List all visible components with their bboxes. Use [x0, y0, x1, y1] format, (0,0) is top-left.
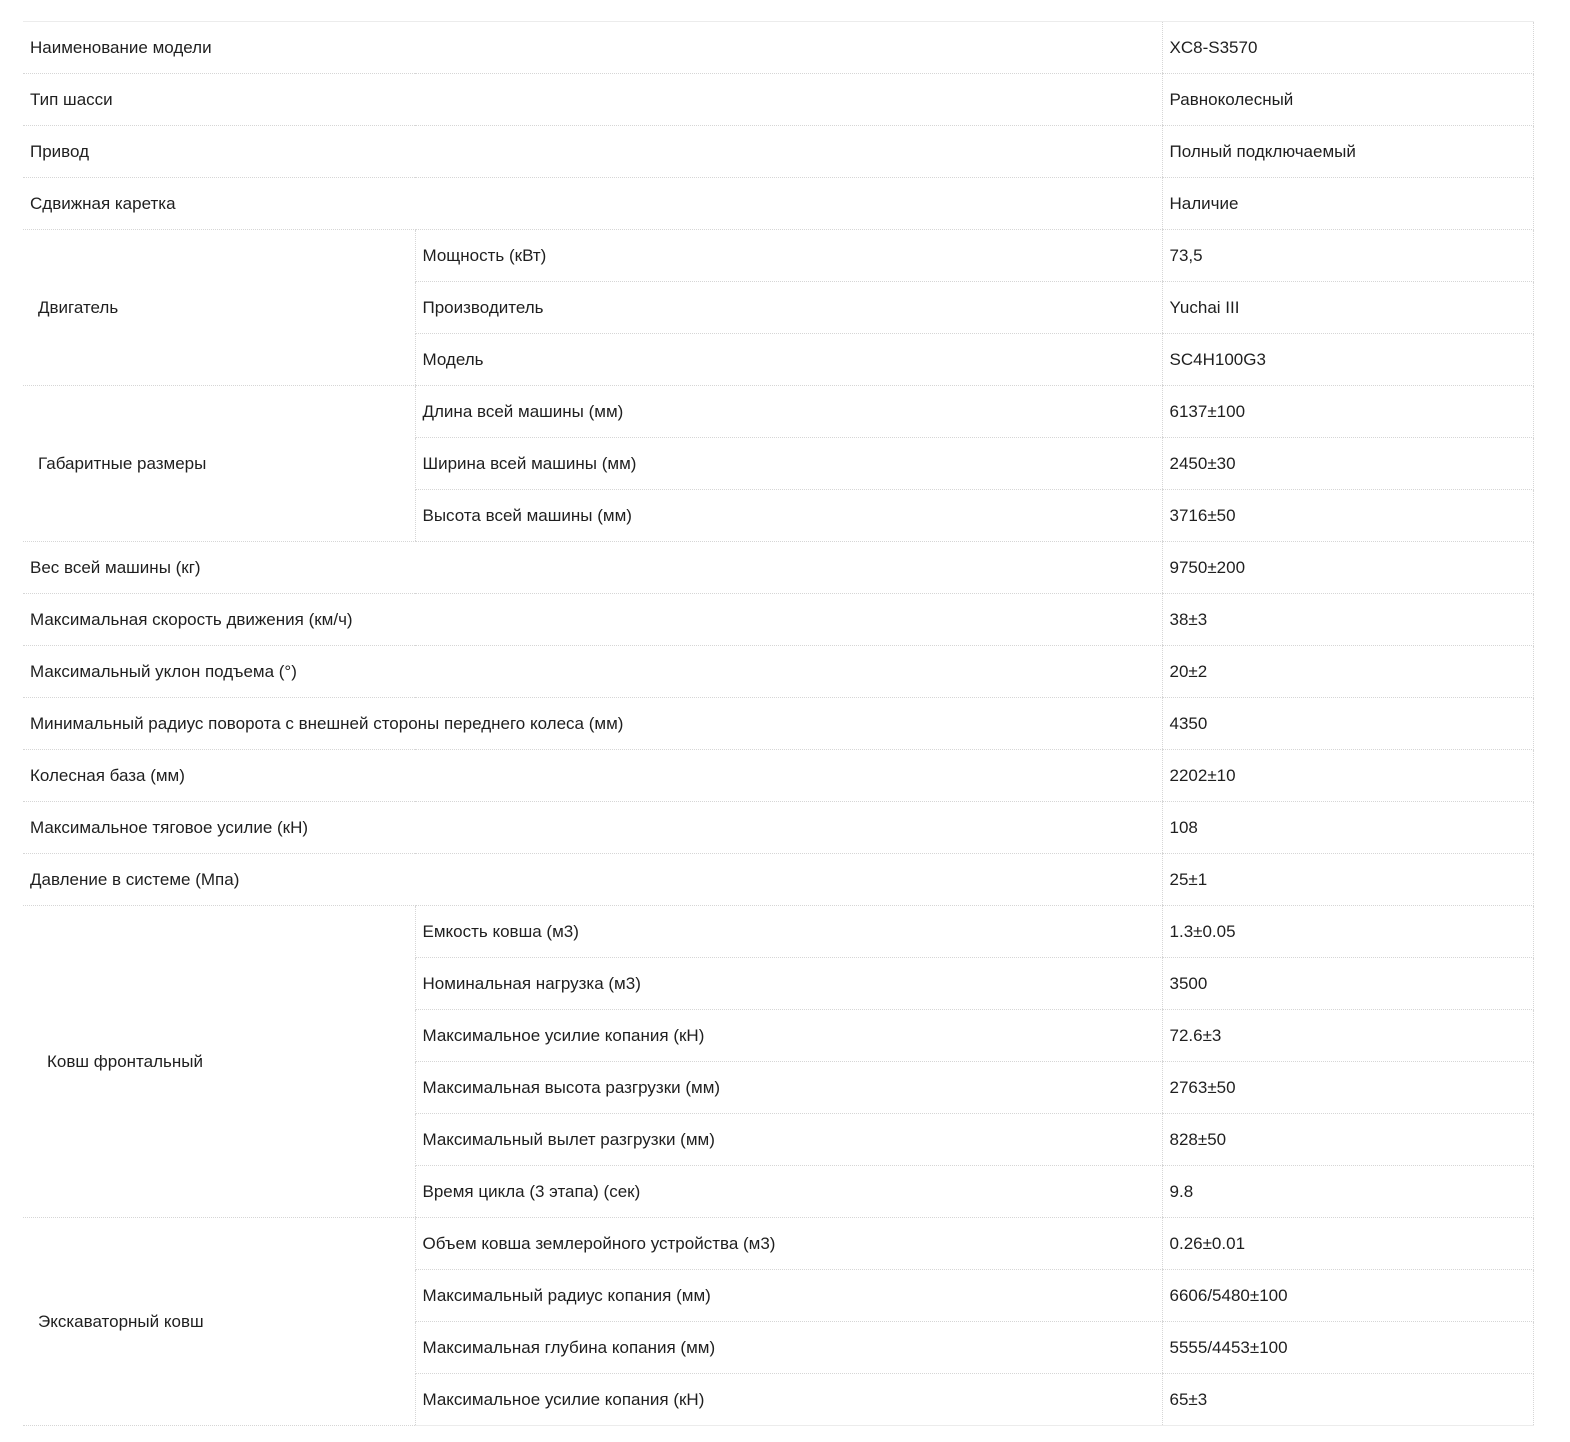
table-row	[23, 126, 1533, 178]
spec-sub-label: Максимальный вылет разгрузки (мм)	[415, 1114, 1162, 1166]
specifications-table	[23, 21, 1534, 1426]
spec-value: 108	[1162, 802, 1533, 854]
spec-sub-label: Высота всей машины (мм)	[415, 490, 1162, 542]
spec-group-label: Экскаваторный ковш	[23, 1218, 415, 1426]
spec-sub-label: Объем ковша землеройного устройства (м3)	[415, 1218, 1162, 1270]
spec-value: 25±1	[1162, 854, 1533, 906]
table-row	[23, 750, 1533, 802]
spec-value: 2202±10	[1162, 750, 1533, 802]
spec-value: 828±50	[1162, 1114, 1533, 1166]
spec-value: 73,5	[1162, 230, 1533, 282]
spec-label: Вес всей машины (кг)	[23, 542, 1162, 594]
spec-label: Максимальное тяговое усилие (кН)	[23, 802, 1162, 854]
table-row	[23, 906, 1533, 958]
spec-sub-label: Максимальная глубина копания (мм)	[415, 1322, 1162, 1374]
spec-value: Равноколесный	[1162, 74, 1533, 126]
spec-sub-label: Номинальная нагрузка (м3)	[415, 958, 1162, 1010]
spec-value: 3716±50	[1162, 490, 1533, 542]
spec-value: 20±2	[1162, 646, 1533, 698]
spec-value: SC4H100G3	[1162, 334, 1533, 386]
table-row	[23, 1218, 1533, 1270]
spec-value: 72.6±3	[1162, 1010, 1533, 1062]
spec-sub-label: Максимальная высота разгрузки (мм)	[415, 1062, 1162, 1114]
table-row	[23, 854, 1533, 906]
spec-value: 2763±50	[1162, 1062, 1533, 1114]
spec-group-label: Двигатель	[23, 230, 415, 386]
spec-value: Полный подключаемый	[1162, 126, 1533, 178]
spec-sub-label: Производитель	[415, 282, 1162, 334]
spec-value: 6137±100	[1162, 386, 1533, 438]
spec-label: Максимальный уклон подъема (°)	[23, 646, 1162, 698]
spec-sub-label: Максимальное усилие копания (кН)	[415, 1374, 1162, 1426]
spec-label: Колесная база (мм)	[23, 750, 1162, 802]
spec-value: 2450±30	[1162, 438, 1533, 490]
spec-value: 9750±200	[1162, 542, 1533, 594]
table-row	[23, 646, 1533, 698]
spec-label: Сдвижная каретка	[23, 178, 1162, 230]
spec-label: Наименование модели	[23, 22, 1162, 74]
table-row	[23, 542, 1533, 594]
table-row	[23, 698, 1533, 750]
spec-group-label: Габаритные размеры	[23, 386, 415, 542]
spec-value: 0.26±0.01	[1162, 1218, 1533, 1270]
spec-sub-label: Максимальный радиус копания (мм)	[415, 1270, 1162, 1322]
table-row	[23, 802, 1533, 854]
table-row	[23, 22, 1533, 74]
spec-value: 65±3	[1162, 1374, 1533, 1426]
spec-value: 1.3±0.05	[1162, 906, 1533, 958]
spec-sub-label: Модель	[415, 334, 1162, 386]
spec-sub-label: Максимальное усилие копания (кН)	[415, 1010, 1162, 1062]
spec-sub-label: Длина всей машины (мм)	[415, 386, 1162, 438]
table-row	[23, 178, 1533, 230]
spec-sub-label: Емкость ковша (м3)	[415, 906, 1162, 958]
spec-group-label: Ковш фронтальный	[23, 906, 415, 1218]
spec-label: Минимальный радиус поворота с внешней стороны переднего колеса (мм)	[23, 698, 1162, 750]
spec-label: Привод	[23, 126, 1162, 178]
spec-value: 9.8	[1162, 1166, 1533, 1218]
spec-value: 38±3	[1162, 594, 1533, 646]
table-row	[23, 386, 1533, 438]
table-row	[23, 74, 1533, 126]
spec-sub-label: Ширина всей машины (мм)	[415, 438, 1162, 490]
spec-value: 5555/4453±100	[1162, 1322, 1533, 1374]
spec-value: Yuchai III	[1162, 282, 1533, 334]
spec-value: 3500	[1162, 958, 1533, 1010]
spec-label: Максимальная скорость движения (км/ч)	[23, 594, 1162, 646]
spec-label: Тип шасси	[23, 74, 1162, 126]
spec-value: XC8-S3570	[1162, 22, 1533, 74]
table-row	[23, 594, 1533, 646]
spec-sub-label: Мощность (кВт)	[415, 230, 1162, 282]
spec-label: Давление в системе (Мпа)	[23, 854, 1162, 906]
spec-value: 4350	[1162, 698, 1533, 750]
spec-value: Наличие	[1162, 178, 1533, 230]
table-row	[23, 230, 1533, 282]
spec-sub-label: Время цикла (3 этапа) (сек)	[415, 1166, 1162, 1218]
spec-value: 6606/5480±100	[1162, 1270, 1533, 1322]
